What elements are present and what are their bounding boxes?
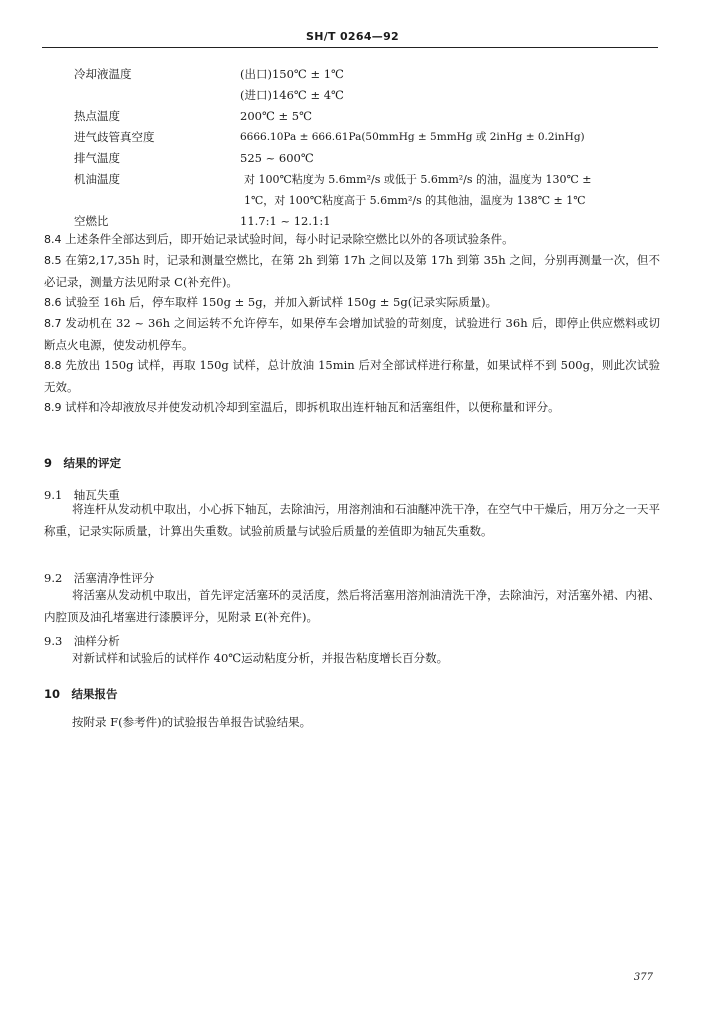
condition-value-coolant-in: (进口)146℃ ± 4℃ — [240, 88, 344, 102]
section-9-title: 9 结果的评定 — [44, 456, 122, 470]
condition-label-hotspot: 热点温度 — [74, 109, 120, 123]
step-number: 8.5 — [44, 254, 62, 267]
condition-value-hotspot: 200℃ ± 5℃ — [240, 109, 312, 123]
condition-value-vacuum: 6666.10Pa ± 666.61Pa(50mmHg ± 5mmHg 或 2inHg ± 0.2inHg) — [240, 131, 585, 143]
subsection-9-2-title: 9.2 活塞清净性评分 — [44, 571, 155, 585]
step-8-7 — [44, 313, 660, 356]
section-10-text: 按附录 F(参考件)的试验报告单报告试验结果。 — [72, 715, 312, 729]
step-8-8 — [44, 355, 660, 398]
condition-value-coolant-out: (出口)150℃ ± 1℃ — [240, 67, 344, 81]
condition-label-coolant: 冷却液温度 — [74, 67, 132, 81]
subsection-9-3-title: 9.3 油样分析 — [44, 634, 120, 648]
section-10-title: 10 结果报告 — [44, 687, 118, 701]
step-8-6 — [44, 292, 660, 314]
condition-label-vacuum: 进气歧管真空度 — [74, 130, 155, 144]
step-text: 试验至 16h 后，停车取样 150g ± 5g，并加入新试样 150g ± 5g(记录实际质量)。 — [65, 295, 498, 309]
step-text: 发动机在 32 ~ 36h 之间运转不允许停车，如果停车会增加试验的苛刻度，试验进行 36h 后，即停止供应燃料或切断点火电源，使发动机停车。 — [44, 316, 661, 352]
step-text: 先放出 150g 试样，再取 150g 试样，总计放油 15min 后对全部试样进行称量，如果试样不到 500g，则此次试验无效。 — [44, 358, 660, 394]
step-text: 上述条件全部达到后，即开始记录试验时间，每小时记录除空燃比以外的各项试验条件。 — [65, 232, 514, 246]
subsection-9-1-title: 9.1 轴瓦失重 — [44, 488, 120, 502]
step-number: 8.6 — [44, 296, 62, 309]
condition-value-air-fuel: 11.7:1 ~ 12.1:1 — [240, 214, 331, 228]
subsection-9-2-text: 将活塞从发动机中取出，首先评定活塞环的灵活度，然后将活塞用溶剂油清洗干净，去除油污，对活塞外裙、内裙、内腔顶及油孔堵塞进行漆膜评分，见附录 E(补充件)。 — [44, 588, 660, 624]
step-8-5 — [44, 250, 660, 293]
condition-label-air-fuel: 空燃比 — [74, 214, 109, 228]
document-header: SH/T 0264—92 — [305, 30, 399, 43]
step-number: 8.7 — [44, 317, 62, 330]
step-text: 在第2,17,35h 时，记录和测量空燃比，在第 2h 到第 17h 之间以及第 17h 到第 35h 之间，分别再测量一次，但不必记录，测量方法见附录 C(补充件)。 — [44, 253, 660, 289]
subsection-9-3-text: 对新试样和试验后的试样作 40℃运动粘度分析，并报告粘度增长百分数。 — [72, 651, 449, 665]
page-number: 377 — [633, 972, 653, 983]
subsection-9-1-text: 将连杆从发动机中取出，小心拆下轴瓦，去除油污，用溶剂油和石油醚冲洗干净，在空气中干燥后，用万分之一天平称重，记录实际质量，计算出失重数。试验前质量与试验后质量的差值即为轴瓦失重数。 — [44, 502, 660, 538]
condition-value-oil-line1: 对 100℃粘度为 5.6mm²/s 或低于 5.6mm²/s 的油，温度为 130℃ ± — [244, 173, 592, 186]
condition-label-oil: 机油温度 — [74, 172, 120, 186]
step-number: 8.8 — [44, 359, 62, 372]
step-text: 试样和冷却液放尽并使发动机冷却到室温后，即拆机取出连杆轴瓦和活塞组件，以便称量和评分。 — [65, 400, 560, 414]
condition-label-exhaust: 排气温度 — [74, 151, 120, 165]
step-number: 8.4 — [44, 233, 62, 246]
step-number: 8.9 — [44, 401, 62, 414]
condition-value-oil-line2: 1℃，对 100℃粘度高于 5.6mm²/s 的其他油，温度为 138℃ ± 1℃ — [244, 194, 586, 207]
condition-value-exhaust: 525 ~ 600℃ — [240, 151, 314, 165]
step-8-4 — [44, 229, 660, 251]
step-8-9 — [44, 397, 660, 419]
header-rule — [42, 47, 658, 48]
